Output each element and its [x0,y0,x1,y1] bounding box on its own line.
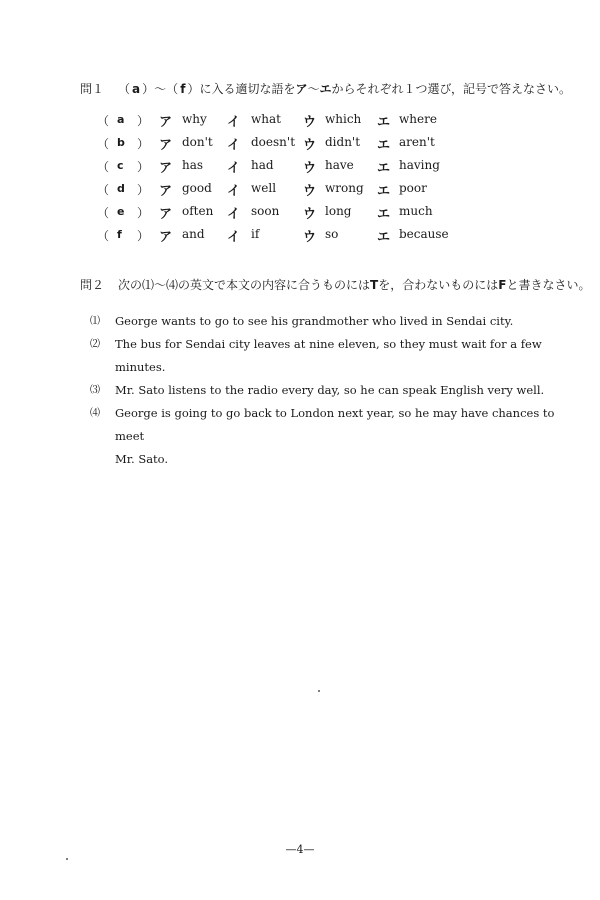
option-b-word: doesn't [251,135,296,149]
option-a-word: don't [182,135,213,149]
page-number: —4— [285,843,315,856]
open-paren: （ [97,183,110,197]
blank-letter: b [117,136,125,149]
option-d-marker: エ [377,138,391,153]
open-paren: （ [97,160,110,174]
slot-last-letter: f [180,82,186,96]
option-a-word: why [182,112,207,126]
open-paren: （ [118,82,131,96]
option-c-word: long [325,204,352,218]
range-separator: 〜 [307,82,320,96]
question-1-heading [80,80,571,97]
statement-item [90,333,570,379]
close-paren: ） [137,160,150,174]
statement-item [90,402,570,471]
option-c-word: so [325,227,339,241]
statement-text: George is going to go back to London next year, so he may have chances to meet [115,406,555,443]
scan-speck [318,690,320,692]
q2-text-3: と書きなさい。 [506,278,591,292]
option-b-word: well [251,181,277,195]
option-a-marker: ア [159,138,173,153]
option-a-marker: ア [159,207,173,222]
option-b-marker: イ [227,207,241,222]
statement-item [90,310,570,333]
option-b-marker: イ [227,184,241,199]
option-d-word: where [399,112,437,126]
open-paren: （ [97,137,110,151]
option-a-marker: ア [159,161,173,176]
option-d-marker: エ [377,161,391,176]
option-a-word: good [182,181,212,195]
option-c-marker: ウ [303,207,317,222]
statement-text: George wants to go to see his grandmother who lived in Sendai city. [115,314,514,328]
option-a-marker: ア [159,184,173,199]
option-c-word: have [325,158,354,172]
option-d-word: because [399,227,449,241]
option-c-marker: ウ [303,161,317,176]
scan-speck [66,858,68,860]
range-start-katakana: ア [295,82,308,96]
slot-first-letter: a [132,82,141,96]
option-d-word: aren't [399,135,435,149]
option-c-word: wrong [325,181,364,195]
question-1-number: 問１ [80,82,105,96]
statement-number: ⑶ [90,385,100,396]
blank-letter: a [117,113,125,126]
question-2-heading [80,276,590,293]
option-b-word: if [251,227,260,241]
blank-letter: c [117,159,124,172]
open-paren: （ [97,229,110,243]
blank-letter: d [117,182,125,195]
statement-text: The bus for Sendai city leaves at nine eleven, so they must wait for a few minutes. [115,337,542,374]
open-paren: （ [97,114,110,128]
statement-number: ⑴ [90,316,100,327]
option-b-word: soon [251,204,280,218]
option-a-word: often [182,204,214,218]
option-c-word: didn't [325,135,361,149]
option-a-marker: ア [159,115,173,130]
mark-false: F [498,278,507,292]
q2-text-1: 次の⑴〜⑷の英文で本文の内容に合うものには [118,278,371,292]
option-d-marker: エ [377,115,391,130]
statement-text: Mr. Sato listens to the radio every day, so he can speak English very well. [115,383,545,397]
option-c-marker: ウ [303,184,317,199]
question-2-number: 問２ [80,278,105,292]
option-d-marker: エ [377,230,391,245]
option-d-word: much [399,204,433,218]
option-c-marker: ウ [303,115,317,130]
option-b-marker: イ [227,115,241,130]
open-paren: （ [97,206,110,220]
close-paren: ） [187,82,200,96]
tilde: 〜 [154,82,167,96]
close-paren: ） [137,229,150,243]
statement-number: ⑵ [90,339,100,350]
blank-letter: e [117,205,125,218]
instruction-text-after: からそれぞれ１つ選び，記号で答えなさい。 [331,82,572,96]
blank-letter: f [117,228,122,241]
option-a-word: and [182,227,205,241]
option-c-word: which [325,112,362,126]
option-a-marker: ア [159,230,173,245]
option-a-word: has [182,158,204,172]
instruction-text-before: に入る適切な語を [199,82,296,96]
range-end-katakana: エ [319,82,332,96]
close-paren: ） [137,114,150,128]
option-b-marker: イ [227,161,241,176]
option-d-marker: エ [377,207,391,222]
statement-number: ⑷ [90,408,100,419]
option-c-marker: ウ [303,230,317,245]
mark-true: T [370,278,379,292]
option-b-word: what [251,112,281,126]
option-b-word: had [251,158,274,172]
close-paren: ） [142,82,155,96]
q2-text-2: を，合わないものには [378,278,499,292]
option-d-word: having [399,158,440,172]
open-paren: （ [166,82,179,96]
option-c-marker: ウ [303,138,317,153]
close-paren: ） [137,137,150,151]
option-b-marker: イ [227,230,241,245]
option-b-marker: イ [227,138,241,153]
statement-list [90,310,570,471]
statement-item [90,379,570,402]
statement-continuation: Mr. Sato. [115,452,169,466]
option-d-word: poor [399,181,427,195]
close-paren: ） [137,206,150,220]
option-d-marker: エ [377,184,391,199]
close-paren: ） [137,183,150,197]
